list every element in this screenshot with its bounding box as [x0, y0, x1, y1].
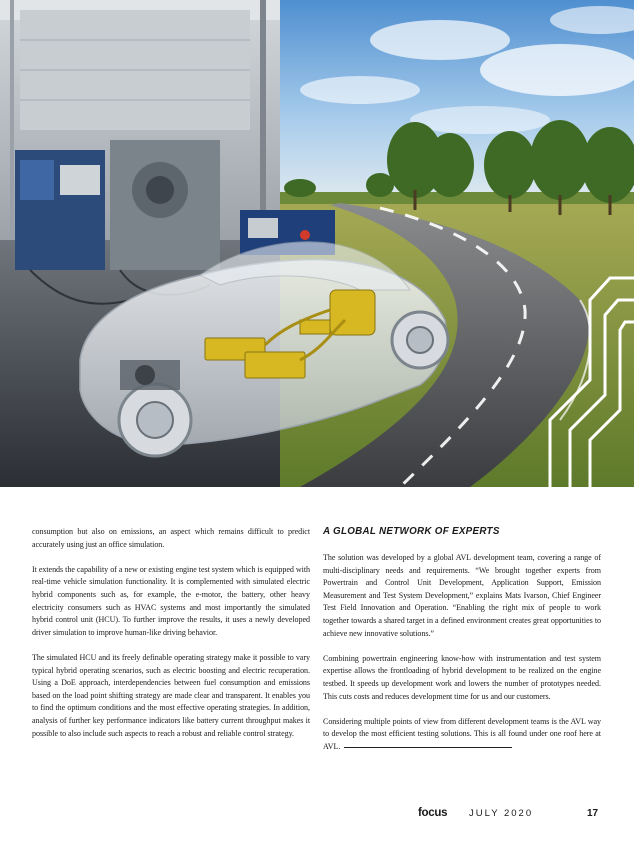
left-paragraph-1: consumption but also on emissions, an aspect which remains difficult to predict accurately using just an office simulation.	[32, 527, 310, 549]
article-left-column	[32, 526, 310, 753]
right-paragraph-3	[323, 716, 601, 754]
page-footer	[0, 808, 634, 822]
right-paragraph-3-text: Considering multiple points of view from different development teams is the AVL way to develop the most efficient testing solutions. This is all found under one roof here at AVL.	[323, 716, 601, 751]
section-heading: A GLOBAL NETWORK OF EXPERTS	[323, 526, 500, 537]
right-paragraph-1: The solution was developed by a global AVL development team, covering a range of multi-disciplinary needs and requirements. “We brought together experts from Powertrain and Control Unit Development, Application Support, Emission Measurement and Test System Development,” explains Mats Ivarson, Chief Engineer Test Field Innovation and Operation. “Enabling the right mix of people to work together towards a shared target in a defined environment creates great opportunities to achieve new innovative solutions.”	[323, 553, 601, 638]
magazine-brand: focus	[418, 807, 448, 819]
end-of-article-rule	[344, 747, 512, 748]
page-number: 17	[587, 808, 599, 819]
issue-date: JULY 2020	[469, 808, 534, 819]
left-paragraph-3: The simulated HCU and its freely definable operating strategy make it possible to vary typical hybrid operating scenarios, such as electric boosting and electric recuperation. Using a DoE approach, interdependencies between fuel consumption and emissions based on the load point shifting strategy are made clear and transparent. It enables you to find the optimum conditions and the most effective operating strategies. In addition, analysis of further key performance indicators like battery current throughput makes it possible to also include such aspects to reach a robust and reliable control strategy.	[32, 652, 310, 738]
right-paragraph-2: Combining powertrain engineering know-how with instrumentation and test system expertise allows the frontloading of hybrid development to be realized on the engine testbed. It speeds up development work and lowers the number of prototypes needed. This cuts costs and reduces development time for us and our customers.	[323, 653, 601, 701]
article-right-column	[323, 526, 601, 766]
left-paragraph-2: It extends the capability of a new or existing engine test system which is equipped with real-time vehicle simulation functionality. It is complemented with simulated electric hybrid components such as, for example, the e-motor, the battery, other heavy electricity consumers such as HVAC systems and most importantly the simulated hybrid control unit (HCU). To further improve the results, it uses a newly developed driver simulation to improve human-like driving behavior.	[32, 564, 310, 637]
